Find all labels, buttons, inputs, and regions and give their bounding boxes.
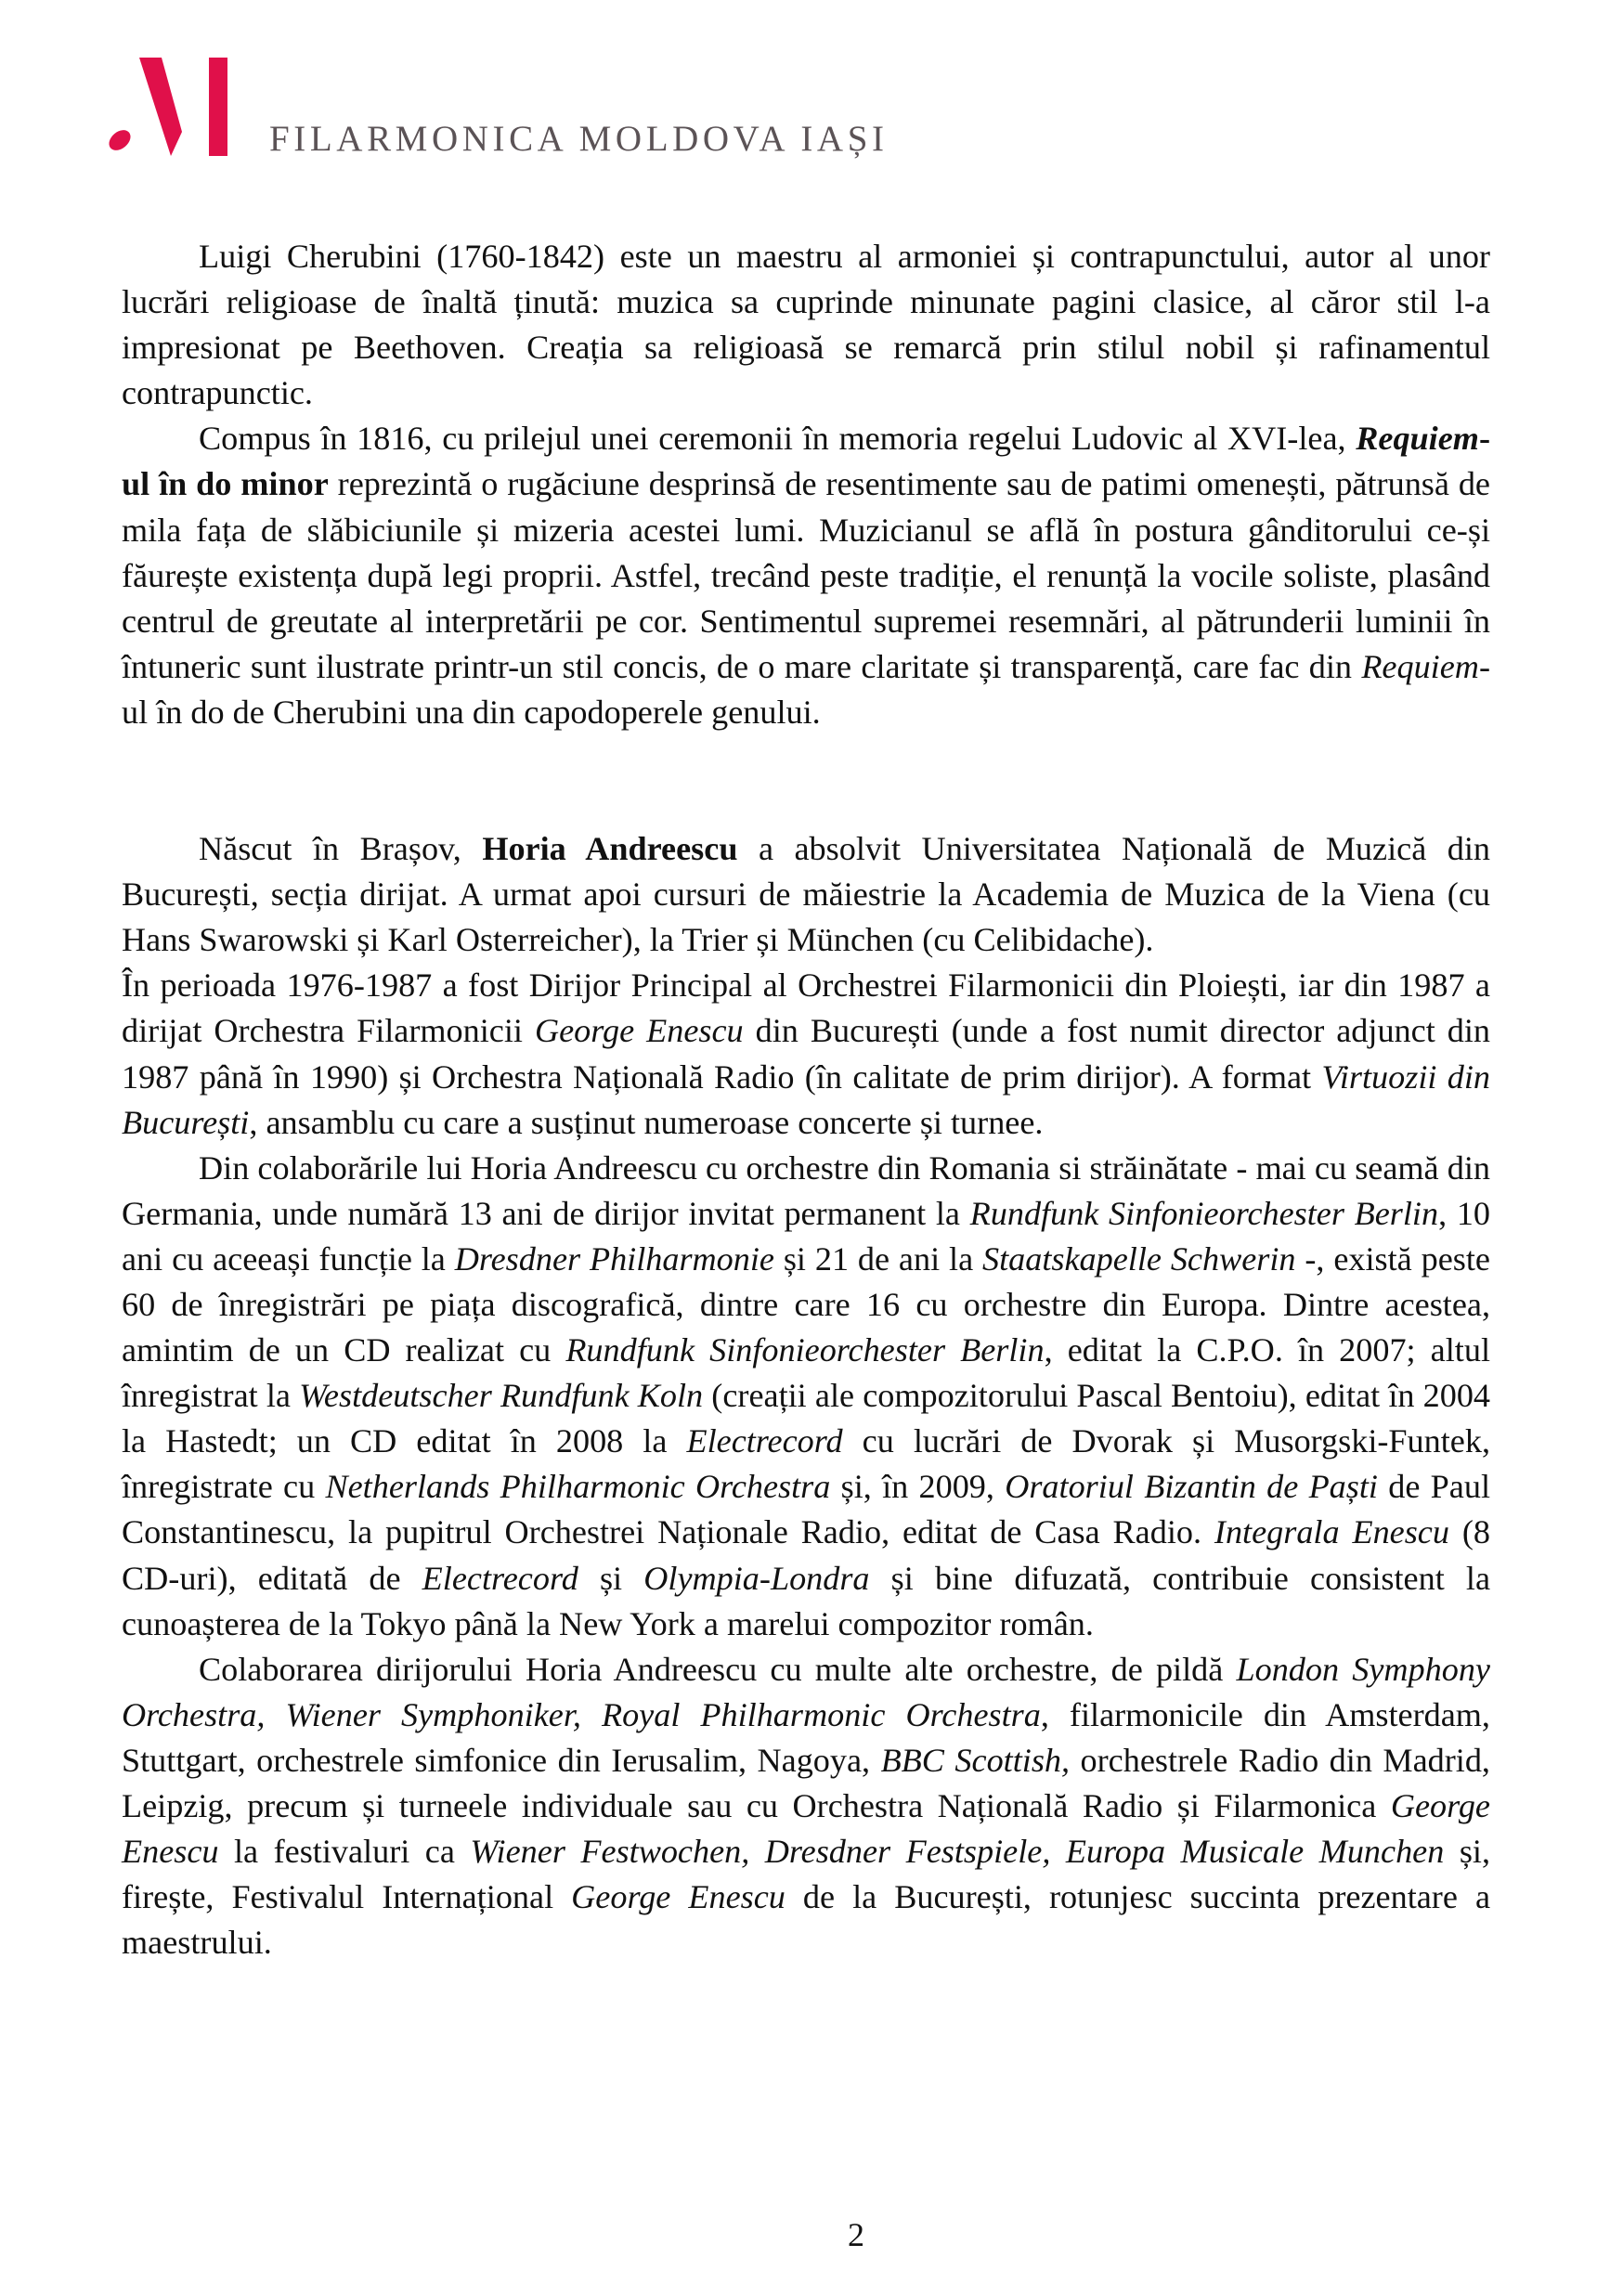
italic-text: BBC Scottish,	[880, 1741, 1071, 1779]
italic-text: Electrecord	[686, 1422, 843, 1460]
text-run: orchestrele Radio din Madrid, Leipzig, precum și turneele individuale sau cu Orchestra Națională Radio și Filarmonica	[122, 1741, 1490, 1824]
text-run: , ansamblu cu care a susținut numeroase concerte și turnee.	[249, 1103, 1044, 1141]
text-run: Născut în Brașov,	[199, 830, 483, 868]
text-run: (creații ale compozitorului Pascal Bentoiu), editat în 2004 la Hastedt; un CD editat în 2008 la	[122, 1377, 1491, 1460]
text-run: de la București, rotunjesc succinta prezentare a maestrului.	[122, 1878, 1491, 1962]
italic-text: George Enescu	[571, 1878, 786, 1916]
italic-text: Netherlands Philharmonic Orchestra	[325, 1468, 831, 1506]
text-run: Luigi Cherubini (1760-1842) este un maestru al armoniei și contrapunctului, autor al unor lucrări religioase de înaltă ținută: muzica sa cuprinde minunate pagini clasice, al căror stil l-a impresionat pe Beethoven. Creația sa religioasă se remarcă prin stilul nobil și rafinamentul contrapunctic.	[122, 238, 1490, 412]
text-run: și bine difuzată, contribuie consistent la cunoașterea de la Tokyo până la New York a marelui compozitor român.	[122, 1559, 1491, 1642]
bold-text: Horia Andreescu	[482, 830, 738, 868]
text-run: și, firește, Festivalul Internațional	[122, 1833, 1491, 1916]
logo-vertical-bar	[209, 58, 227, 156]
organization-name: FILARMONICA MOLDOVA IAȘI	[269, 119, 889, 159]
text-run: la festivaluri ca	[218, 1833, 471, 1871]
italic-text: Requiem	[1361, 647, 1479, 685]
text-run: Din colaborările lui Horia Andreescu cu orchestre din Romania si străinătate - mai cu seamă din Germania, unde numără 13 ani de dirijor invitat permanent la	[122, 1148, 1490, 1232]
italic-text: George Enescu	[534, 1012, 744, 1050]
italic-text: Electrecord	[422, 1559, 578, 1597]
text-run: Colaborarea dirijorului Horia Andreescu cu multe alte orchestre, de pildă	[199, 1650, 1237, 1688]
text-run: În perioada 1976-1987 a fost Dirijor Principal al Orchestrei Filarmonicii din Ploiești, iar din 1987 a dirijat Orchestra Filarmonicii	[122, 966, 1490, 1050]
italic-text: Integrala Enescu	[1214, 1513, 1449, 1551]
bold-text: -ul în do minor	[122, 420, 1490, 503]
cherubini-section	[122, 234, 1490, 735]
text-run: a absolvit Universitatea Națională de Muzică din București, secția dirijat. A urmat apoi cursuri de măiestrie la Academia de Muzica de la Viena (cu Hans Swarowski și Karl Osterreicher), la Trier și München (cu Celibidache).	[122, 830, 1490, 959]
italic-text: Staatskapelle Schwerin	[982, 1239, 1296, 1278]
page-header	[0, 0, 1623, 186]
section-spacer	[122, 735, 1490, 826]
text-run: , filarmonicile din Amsterdam, Stuttgart, orchestrele simfonice din Ierusalim, Nagoya,	[122, 1695, 1490, 1779]
text-run: de Paul Constantinescu, la pupitrul Orchestrei Naționale Radio, editat de Casa Radio.	[122, 1468, 1491, 1551]
italic-text: Westdeutscher Rundfunk Koln	[299, 1377, 704, 1415]
text-run: și, în 2009,	[830, 1468, 1006, 1506]
text-run: (8 CD-uri), editată de	[122, 1513, 1490, 1597]
paragraph	[122, 1647, 1490, 1966]
text-run: , 10 ani cu aceeași funcție la	[122, 1194, 1491, 1278]
text-run: Compus în 1816, cu prilejul unei ceremonii în memoria regelui Ludovic al XVI-lea,	[199, 420, 1357, 458]
paragraph	[122, 826, 1490, 963]
text-run: reprezintă o rugăciune desprinsă de resentimente sau de patimi omenești, pătrunsă de mila fața de slăbiciunile și mizeria acestei lumi. Muzicianul se află în postura gânditorului ce-și făurește existența după legi proprii. Astfel, trecând peste tradiție, el renunță la vocile soliste, plasând centrul de greutate al interpretării pe cor. Sentimentul supremei resemnări, al pătrunderii luminii în întuneric sunt ilustrate printr-un stil concis, de o mare claritate și transparență, care fac din	[122, 465, 1490, 685]
italic-text: Olympia-Londra	[643, 1559, 870, 1597]
text-run: și 21 de ani la	[773, 1239, 982, 1278]
text-run: cu lucrări de Dvorak și Musorgski-Funtek, înregistrate cu	[122, 1422, 1491, 1506]
logo-diagonal-stroke	[139, 58, 182, 156]
italic-text: Virtuozii din București	[122, 1057, 1490, 1141]
text-run: -ul în do de Cherubini una din capodoperele genului.	[122, 647, 1490, 731]
italic-text: London Symphony Orchestra, Wiener Symphoniker, Royal Philharmonic Orchestra	[122, 1650, 1490, 1733]
logo-dot	[105, 126, 134, 155]
filarmonica-logo-icon	[104, 54, 239, 161]
italic-text: Wiener Festwochen, Dresdner Festspiele, Europa Musicale Munchen	[470, 1833, 1445, 1871]
text-run: din București (unde a fost numit director adjunct din 1987 până în 1990) și Orchestra Națională Radio (în calitate de prim dirijor). A format	[122, 1012, 1490, 1096]
paragraph	[122, 963, 1490, 1145]
italic-text: Dresdner Philharmonie	[454, 1239, 774, 1278]
italic-text: Oratoriul Bizantin de Paști	[1005, 1468, 1378, 1506]
bold-italic-text: Requiem	[1356, 420, 1479, 458]
paragraph	[122, 234, 1490, 416]
italic-text: Rundfunk Sinfonieorchester Berlin	[969, 1194, 1439, 1232]
document-body	[122, 234, 1490, 1965]
text-run: și	[578, 1559, 644, 1597]
andreescu-section	[122, 826, 1490, 1965]
italic-text: Rundfunk Sinfonieorchester Berlin	[565, 1331, 1045, 1369]
text-run: , editat la C.P.O. în 2007; altul înregistrat la	[122, 1331, 1490, 1415]
paragraph	[122, 1146, 1490, 1647]
text-run: -, există peste 60 de înregistrări pe piața discografică, dintre care 16 cu orchestre din Europa. Dintre acestea, amintim de un CD realizat cu	[122, 1239, 1490, 1369]
paragraph	[122, 416, 1490, 735]
italic-text: George Enescu	[122, 1787, 1490, 1871]
page-number-text: 2	[848, 2216, 864, 2253]
page-number	[0, 2215, 1623, 2254]
